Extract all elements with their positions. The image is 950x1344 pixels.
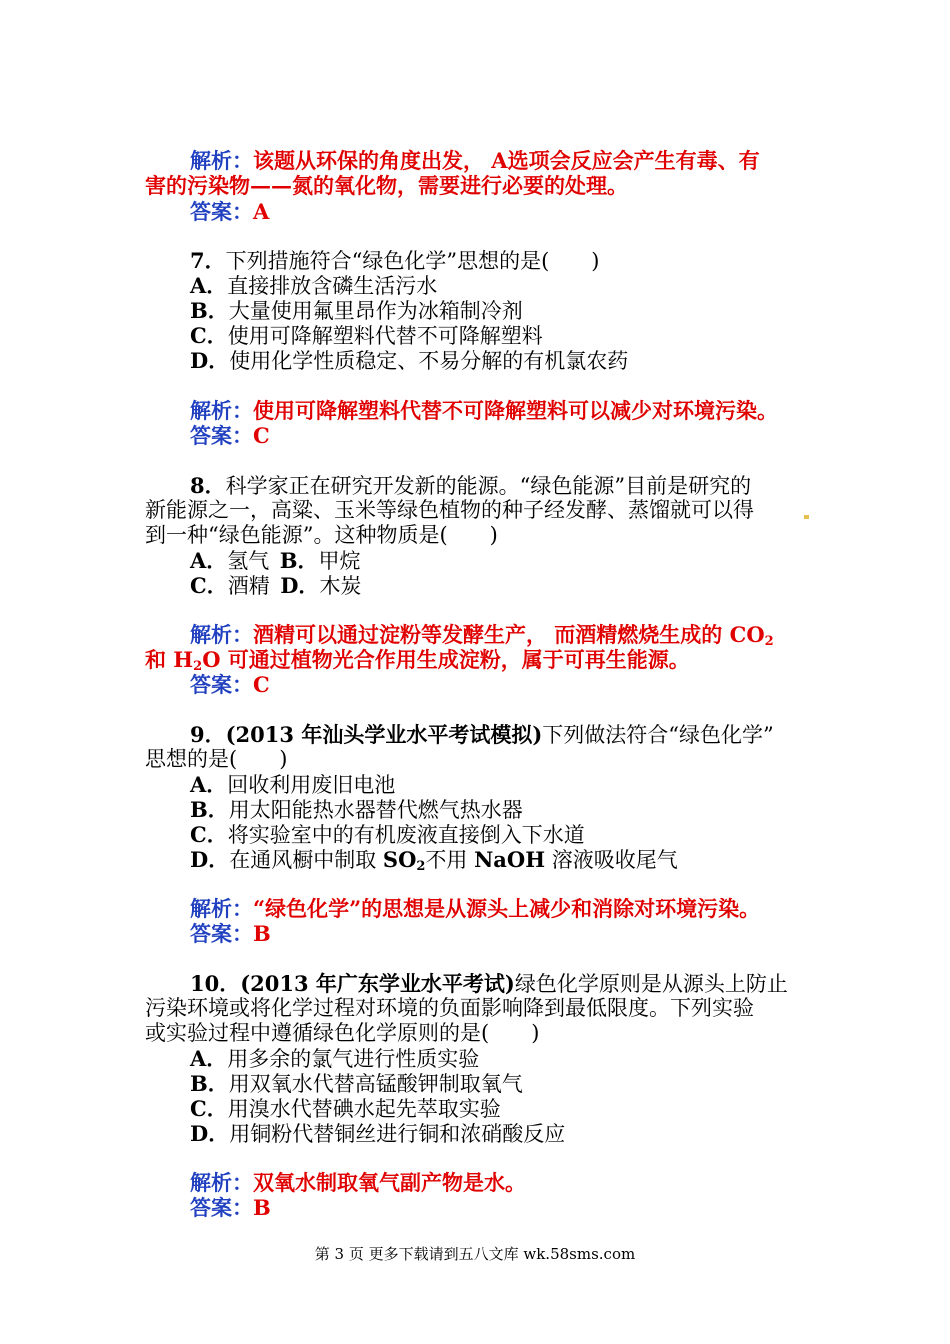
question-7-option-d bbox=[190, 348, 628, 374]
highlight-mark bbox=[804, 515, 809, 519]
option-letter: D． bbox=[190, 348, 230, 373]
formula: SO bbox=[382, 847, 417, 872]
analysis-8-line2 bbox=[145, 647, 690, 673]
analysis-text: 使用可降解塑料代替不可降解塑料可以减少对环境污染。 bbox=[253, 398, 778, 423]
option-text: 氢气 bbox=[227, 549, 270, 573]
option-text: 将实验室中的有机废液直接倒入下水道 bbox=[227, 823, 585, 847]
option-text: 直接排放含磷生活污水 bbox=[227, 274, 438, 298]
question-10-stem-line1 bbox=[190, 971, 788, 997]
question-8-stem-line2 bbox=[145, 498, 754, 523]
subscript: 2 bbox=[416, 859, 426, 874]
question-9-stem-line1 bbox=[190, 722, 774, 748]
analysis-text: 和 H bbox=[145, 647, 194, 672]
question-9-option-d bbox=[190, 847, 678, 873]
answer-label: 答案： bbox=[190, 1195, 253, 1220]
question-8-stem-line3 bbox=[145, 523, 498, 548]
analysis-label: 解析： bbox=[190, 896, 253, 921]
option-letter: D． bbox=[190, 847, 230, 872]
analysis-label: 解析： bbox=[190, 1170, 253, 1195]
question-10-option-a bbox=[190, 1046, 479, 1072]
option-letter: B． bbox=[279, 548, 319, 573]
option-letter: C． bbox=[190, 822, 228, 847]
analysis-text: 双氧水制取氧气副产物是水。 bbox=[253, 1170, 526, 1195]
analysis-text: “绿色化学”的思想是从源头上减少和消除对环境污染。 bbox=[253, 896, 761, 921]
answer-value: C bbox=[253, 672, 270, 697]
option-text: 用双氧水代替高锰酸钾制取氧气 bbox=[228, 1072, 523, 1096]
answer-value: C bbox=[253, 423, 270, 448]
analysis-label: 解析： bbox=[190, 398, 253, 423]
answer-value: B bbox=[253, 1195, 271, 1220]
option-text: 大量使用氟里昂作为冰箱制冷剂 bbox=[228, 299, 523, 323]
analysis-6-line1 bbox=[190, 148, 760, 174]
option-letter: B． bbox=[190, 797, 229, 822]
question-text: 绿色化学原则是从源头上防止 bbox=[514, 972, 788, 996]
option-letter: B． bbox=[190, 1071, 229, 1096]
question-10-stem-line2 bbox=[145, 996, 754, 1021]
question-8-options-cd bbox=[190, 573, 361, 599]
question-7-option-a bbox=[190, 273, 437, 299]
question-source: (2013 年汕头学业水平考试模拟) bbox=[225, 722, 543, 747]
analysis-6-line2 bbox=[145, 173, 628, 199]
answer-10 bbox=[190, 1195, 271, 1221]
question-7-option-c bbox=[190, 323, 543, 349]
question-10-option-d bbox=[190, 1121, 565, 1147]
question-number: 9． bbox=[190, 722, 226, 747]
analysis-9 bbox=[190, 896, 760, 922]
question-8-stem-line1 bbox=[190, 473, 751, 499]
option-letter: A． bbox=[190, 548, 228, 573]
option-text: 溶液吸收尾气 bbox=[545, 848, 678, 872]
option-text: 酒精 bbox=[227, 574, 270, 598]
question-9-option-b bbox=[190, 797, 523, 823]
question-text: 或实验过程中遵循绿色化学原则的是( ) bbox=[145, 1021, 540, 1045]
answer-value: A bbox=[253, 199, 270, 224]
option-letter: A． bbox=[190, 1046, 228, 1071]
question-7-option-b bbox=[190, 298, 523, 324]
question-10-stem-line3 bbox=[145, 1021, 539, 1046]
option-text: 在通风橱中制取 bbox=[229, 848, 383, 872]
analysis-text: O 可通过植物光合作用生成淀粉，属于可再生能源。 bbox=[202, 647, 690, 672]
option-text: 不用 bbox=[425, 848, 475, 872]
option-text: 使用可降解塑料代替不可降解塑料 bbox=[227, 324, 543, 348]
option-text: 木炭 bbox=[319, 574, 362, 598]
analysis-text: 害的污染物——氮的氧化物，需要进行必要的处理。 bbox=[145, 173, 628, 198]
answer-label: 答案： bbox=[190, 199, 253, 224]
option-text: 用太阳能热水器替代燃气热水器 bbox=[228, 798, 523, 822]
analysis-label: 解析： bbox=[190, 148, 253, 173]
answer-label: 答案： bbox=[190, 423, 253, 448]
answer-8 bbox=[190, 672, 270, 698]
analysis-7 bbox=[190, 398, 778, 424]
question-text: 下列做法符合“绿色化学” bbox=[542, 723, 774, 747]
analysis-label: 解析： bbox=[190, 622, 253, 647]
question-text: 污染环境或将化学过程对环境的负面影响降到最低限度。下列实验 bbox=[145, 996, 754, 1020]
answer-9 bbox=[190, 921, 271, 947]
answer-6 bbox=[190, 199, 269, 225]
option-letter: B． bbox=[190, 298, 229, 323]
option-text: 用溴水代替碘水起先萃取实验 bbox=[227, 1097, 501, 1121]
option-letter: C． bbox=[190, 1096, 228, 1121]
question-text: 思想的是( ) bbox=[145, 747, 288, 771]
answer-7 bbox=[190, 423, 270, 449]
question-text: 下列措施符合“绿色化学”思想的是( ) bbox=[225, 249, 600, 273]
formula: NaOH bbox=[474, 847, 546, 872]
option-letter: A． bbox=[190, 273, 228, 298]
question-text: 科学家正在研究开发新的能源。“绿色能源”目前是研究的 bbox=[225, 474, 752, 498]
option-text: 用铜粉代替铜丝进行铜和浓硝酸反应 bbox=[229, 1122, 566, 1146]
question-text: 到一种“绿色能源”。这种物质是( ) bbox=[145, 523, 498, 547]
option-text: 甲烷 bbox=[318, 549, 361, 573]
analysis-8-line1 bbox=[190, 622, 774, 648]
question-number: 7． bbox=[190, 248, 226, 273]
analysis-text: 酒精可以通过淀粉等发酵生产， 而酒精燃烧生成的 CO bbox=[253, 622, 765, 647]
question-7-stem bbox=[190, 248, 599, 274]
option-text: 使用化学性质稳定、不易分解的有机氯农药 bbox=[229, 349, 629, 373]
option-letter: D． bbox=[190, 1121, 230, 1146]
option-letter: C． bbox=[190, 573, 228, 598]
question-10-option-b bbox=[190, 1071, 523, 1097]
question-9-stem-line2 bbox=[145, 747, 287, 772]
question-number: 8． bbox=[190, 473, 226, 498]
option-text: 用多余的氯气进行性质实验 bbox=[227, 1047, 480, 1071]
option-letter: D． bbox=[280, 573, 320, 598]
option-letter: C． bbox=[190, 323, 228, 348]
answer-label: 答案： bbox=[190, 921, 253, 946]
option-text: 回收利用废旧电池 bbox=[227, 773, 396, 797]
question-10-option-c bbox=[190, 1096, 501, 1122]
analysis-10 bbox=[190, 1170, 526, 1196]
subscript: 2 bbox=[193, 659, 203, 674]
question-number: 10． bbox=[190, 971, 241, 996]
page-footer: 第 3 页 更多下载请到五八文库 wk.58sms.com bbox=[314, 1245, 636, 1263]
question-9-option-a bbox=[190, 772, 395, 798]
answer-value: B bbox=[253, 921, 271, 946]
subscript: 2 bbox=[764, 634, 774, 649]
analysis-text: 该题从环保的角度出发， A选项会反应会产生有毒、有 bbox=[253, 148, 760, 173]
answer-label: 答案： bbox=[190, 672, 253, 697]
question-source: (2013 年广东学业水平考试) bbox=[240, 971, 515, 996]
option-letter: A． bbox=[190, 772, 228, 797]
question-text: 新能源之一，高粱、玉米等绿色植物的种子经发酵、蒸馏就可以得 bbox=[145, 498, 754, 522]
question-9-option-c bbox=[190, 822, 585, 848]
question-8-options-ab bbox=[190, 548, 361, 574]
